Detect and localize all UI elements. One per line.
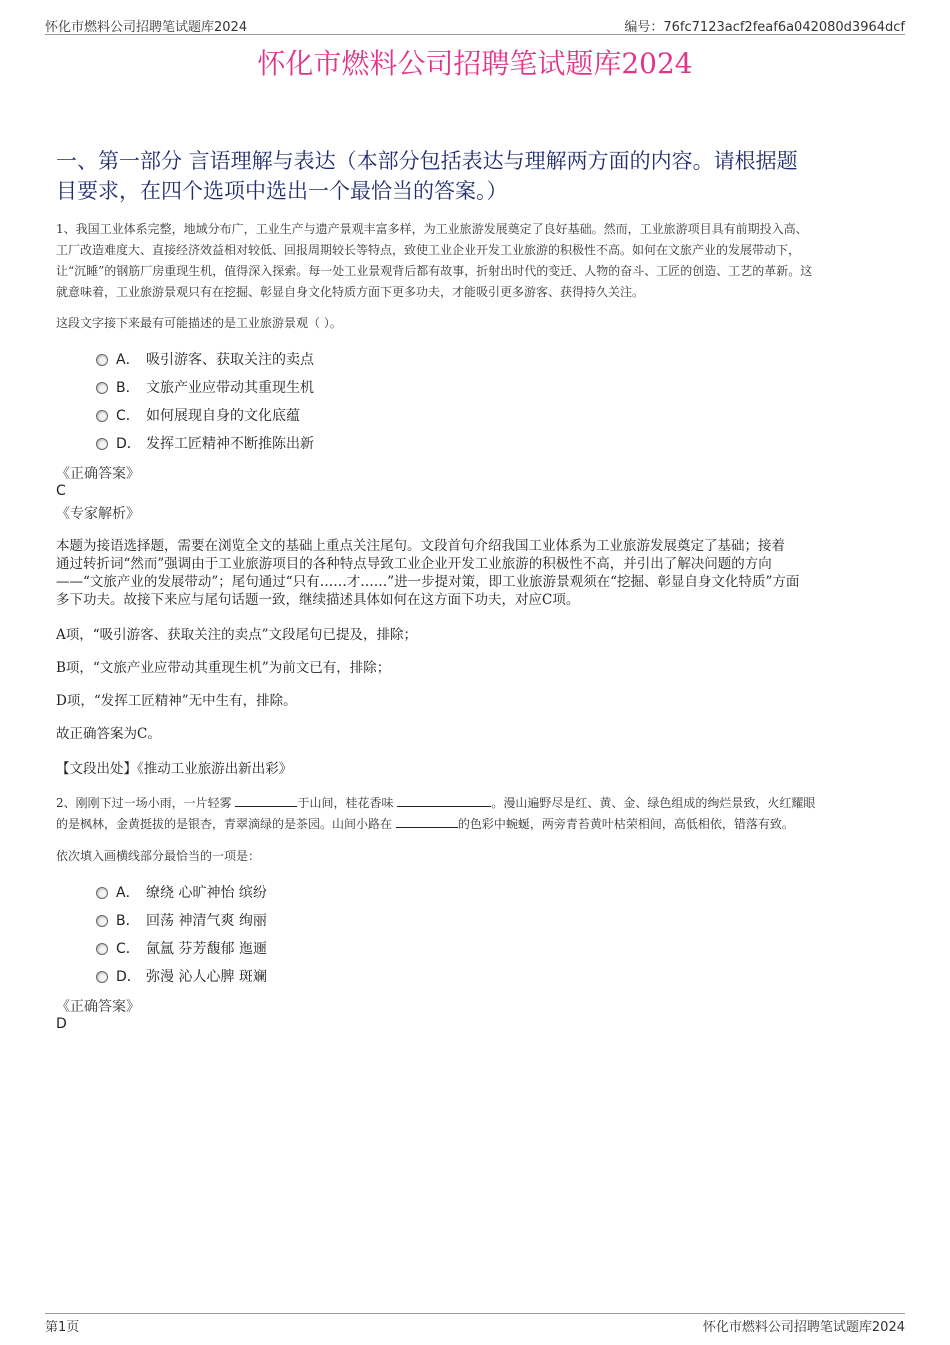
question-1-passage [56, 219, 900, 303]
option-text: 如何展现自身的文化底蕴 [146, 408, 300, 424]
option-d[interactable] [96, 430, 314, 458]
section-heading-line-2: 目要求，在四个选项中选出一个最恰当的答案。） [56, 179, 508, 203]
passage-line: 工厂改造难度大、直接经济效益相对较低、回报周期较长等特点，致使工业企业开发工业旅游的积极性不高。如何在文旅产业的发展带动下， [56, 243, 801, 257]
question-1-options [96, 346, 314, 458]
answer-value: D [56, 1016, 67, 1032]
option-text: 回荡 神清气爽 绚丽 [146, 913, 267, 929]
footer-doc-name: 怀化市燃料公司招聘笔试题库2024 [702, 1320, 905, 1335]
fill-blank-1 [235, 794, 297, 807]
option-c[interactable] [96, 935, 267, 963]
option-key: C． [116, 941, 140, 957]
question-2-options [96, 879, 267, 991]
option-key: B． [116, 380, 140, 396]
passage-line [56, 793, 900, 814]
question-2-passage [56, 793, 900, 835]
fill-blank-3 [396, 815, 458, 828]
passage-line [56, 814, 900, 835]
option-text: 氤氲 芬芳馥郁 迤逦 [146, 941, 267, 957]
analysis-note-b: B项，“文旅产业应带动其重现生机”为前文已有，排除； [56, 660, 391, 676]
radio-icon[interactable] [96, 887, 108, 899]
document-title: 怀化市燃料公司招聘笔试题库2024 [257, 47, 693, 80]
section-heading [56, 146, 894, 206]
option-key: A． [116, 352, 140, 368]
option-text: 缭绕 心旷神怡 缤纷 [146, 885, 267, 901]
option-text: 发挥工匠精神不断推陈出新 [146, 436, 314, 452]
answer-label: 《正确答案》 [56, 999, 140, 1015]
passage-segment: 的是枫林，金黄挺拔的是银杏，青翠滴绿的是茶园。山间小路在 [56, 817, 393, 831]
radio-icon[interactable] [96, 943, 108, 955]
option-a[interactable] [96, 879, 267, 907]
radio-icon[interactable] [96, 382, 108, 394]
option-key: D． [116, 969, 141, 985]
analysis-body [56, 537, 900, 609]
option-d[interactable] [96, 963, 267, 991]
passage-line: 让“沉睡”的钢筋厂房重现生机，值得深入探索。每一处工业景观背后都有故事，折射出时代的变迁、人物的奋斗、工匠的创造、工艺的革新。这 [56, 264, 813, 278]
option-key: D． [116, 436, 141, 452]
page-number: 第1页 [45, 1320, 80, 1335]
passage-line: 就意味着，工业旅游景观只有在挖掘、彰显自身文化特质方面下更多功夫，才能吸引更多游客、获得持久关注。 [56, 285, 645, 299]
page-header [45, 14, 905, 35]
radio-icon[interactable] [96, 915, 108, 927]
option-text: 弥漫 沁人心脾 斑斓 [146, 969, 267, 985]
fill-blank-2 [397, 794, 491, 807]
option-text: 吸引游客、获取关注的卖点 [146, 352, 314, 368]
analysis-label: 《专家解析》 [56, 506, 140, 522]
analysis-note-a: A项，“吸引游客、获取关注的卖点”文段尾句已提及，排除； [56, 627, 418, 643]
radio-icon[interactable] [96, 438, 108, 450]
analysis-line: 通过转折词“然而”强调由于工业旅游项目的各种特点导致工业企业开发工业旅游的积极性不高，并引出了解决问题的方向 [56, 556, 772, 572]
question-2-prompt: 依次填入画横线部分最恰当的一项是： [56, 849, 261, 863]
section-heading-line-1: 一、第一部分 言语理解与表达（本部分包括表达与理解两方面的内容。请根据题 [56, 149, 798, 173]
option-key: A． [116, 885, 140, 901]
analysis-line: ——“文旅产业的发展带动”；尾句通过“只有……才……”进一步提对策，即工业旅游景观须在“挖掘、彰显自身文化特质”方面 [56, 574, 800, 590]
analysis-note-d: D项，“发挥工匠精神”无中生有，排除。 [56, 693, 297, 709]
header-id-label: 编号： [624, 20, 664, 35]
answer-label: 《正确答案》 [56, 466, 140, 482]
analysis-line: 本题为接语选择题，需要在浏览全文的基础上重点关注尾句。文段首句介绍我国工业体系为工业旅游发展奠定了基础；接着 [56, 538, 785, 554]
option-b[interactable] [96, 374, 314, 402]
option-text: 文旅产业应带动其重现生机 [146, 380, 314, 396]
radio-icon[interactable] [96, 971, 108, 983]
source-citation: 【文段出处】《推动工业旅游出新出彩》 [56, 761, 293, 777]
passage-segment: 于山间，桂花香味 [297, 796, 394, 810]
header-id-value: 76fc7123acf2feaf6a042080d3964dcf [663, 20, 905, 35]
option-key: C． [116, 408, 140, 424]
question-1-prompt: 这段文字接下来最有可能描述的是工业旅游景观（ ）。 [56, 316, 342, 330]
radio-icon[interactable] [96, 410, 108, 422]
option-c[interactable] [96, 402, 314, 430]
analysis-line: 多下功夫。故接下来应与尾句话题一致，继续描述具体如何在这方面下功夫，对应C项。 [56, 592, 580, 608]
passage-segment: 2、刚刚下过一场小雨，一片轻雾 [56, 796, 232, 810]
passage-line: 1、我国工业体系完整，地域分布广，工业生产与遗产景观丰富多样，为工业旅游发展奠定了良好基础。然而，工业旅游项目具有前期投入高、 [56, 222, 808, 236]
header-doc-id [624, 16, 905, 35]
option-a[interactable] [96, 346, 314, 374]
page-footer [45, 1313, 905, 1334]
passage-segment: 。漫山遍野尽是红、黄、金、绿色组成的绚烂景致，火红耀眼 [491, 796, 816, 810]
analysis-conclusion: 故正确答案为C。 [56, 726, 161, 742]
passage-segment: 的色彩中蜿蜒，两旁青苔黄叶枯荣相间，高低相依，错落有致。 [457, 817, 794, 831]
radio-icon[interactable] [96, 354, 108, 366]
answer-value: C [56, 483, 66, 499]
option-key: B． [116, 913, 140, 929]
header-doc-name: 怀化市燃料公司招聘笔试题库2024 [45, 20, 248, 35]
option-b[interactable] [96, 907, 267, 935]
